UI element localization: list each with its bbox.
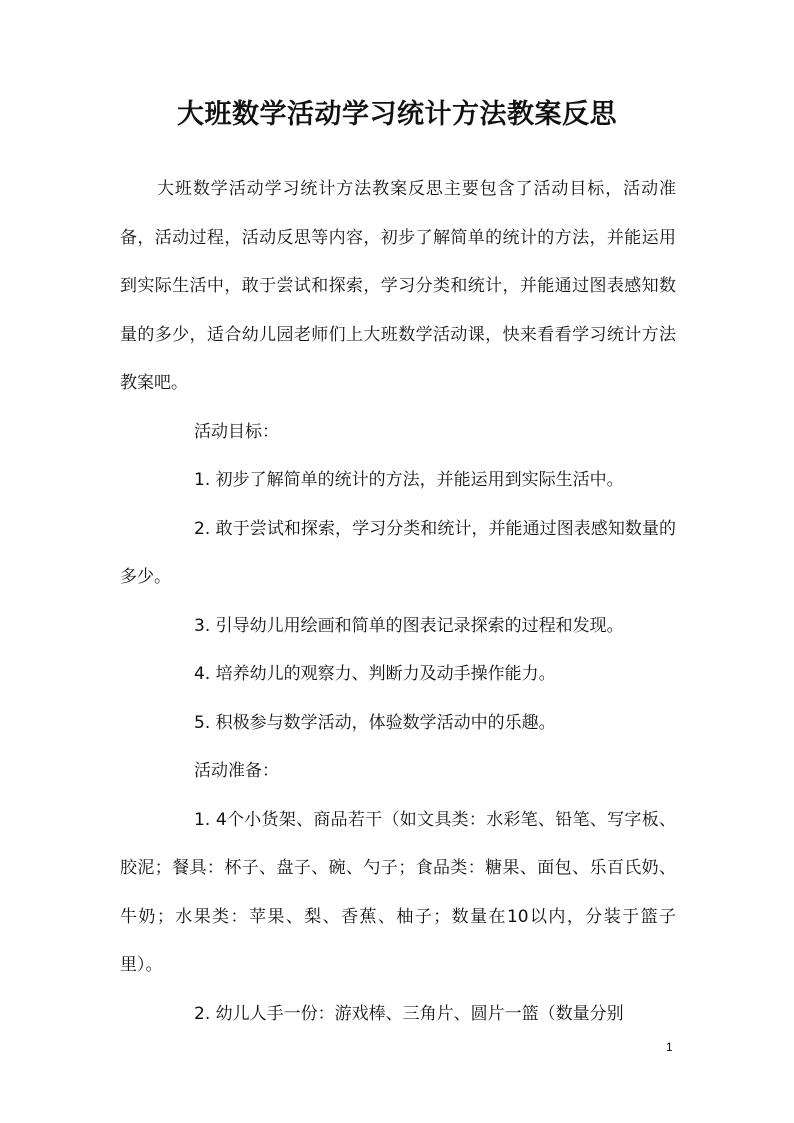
goal-item-2: 2. 敢于尝试和探索，学习分类和统计，并能通过图表感知数量的多少。 [120, 518, 676, 587]
goal-item-3: 3. 引导幼儿用绘画和简单的图表记录探索的过程和发现。 [194, 615, 624, 636]
goal-item-5: 5. 积极参与数学活动，体验数学活动中的乐趣。 [194, 712, 556, 733]
intro-paragraph: 大班数学活动学习统计方法教案反思主要包含了活动目标，活动准备，活动过程，活动反思等内容，初步了解简单的统计的方法，并能运用到实际生活中，敢于尝试和探索，学习分类和统计，并能通过图表感知数量的多少，适合幼儿园老师们上大班数学活动课，快来看看学习统计方法教案吧。 [120, 179, 676, 393]
document-title: 大班数学活动学习统计方法教案反思 [177, 99, 617, 130]
section-heading-goals: 活动目标： [194, 421, 279, 442]
preparation-item-1: 1. 4个小货架、商品若干（如文具类：水彩笔、铅笔、写字板、胶泥；餐具：杯子、盘子、碗、勺子；食品类：糖果、面包、乐百氏奶、牛奶；水果类：苹果、梨、香蕉、柚子；数量在10以内，分装于篮子里）。 [120, 809, 676, 975]
goal-item-4: 4. 培养幼儿的观察力、判断力及动手操作能力。 [194, 664, 556, 684]
goal-item-1: 1. 初步了解简单的统计的方法，并能运用到实际生活中。 [194, 470, 624, 490]
document-body [120, 165, 676, 1038]
preparation-item-2: 2. 幼儿人手一份：游戏棒、三角片、圆片一篮（数量分别 [194, 1003, 624, 1024]
section-heading-preparation: 活动准备： [194, 761, 279, 781]
page-number: 1 [666, 1040, 673, 1054]
